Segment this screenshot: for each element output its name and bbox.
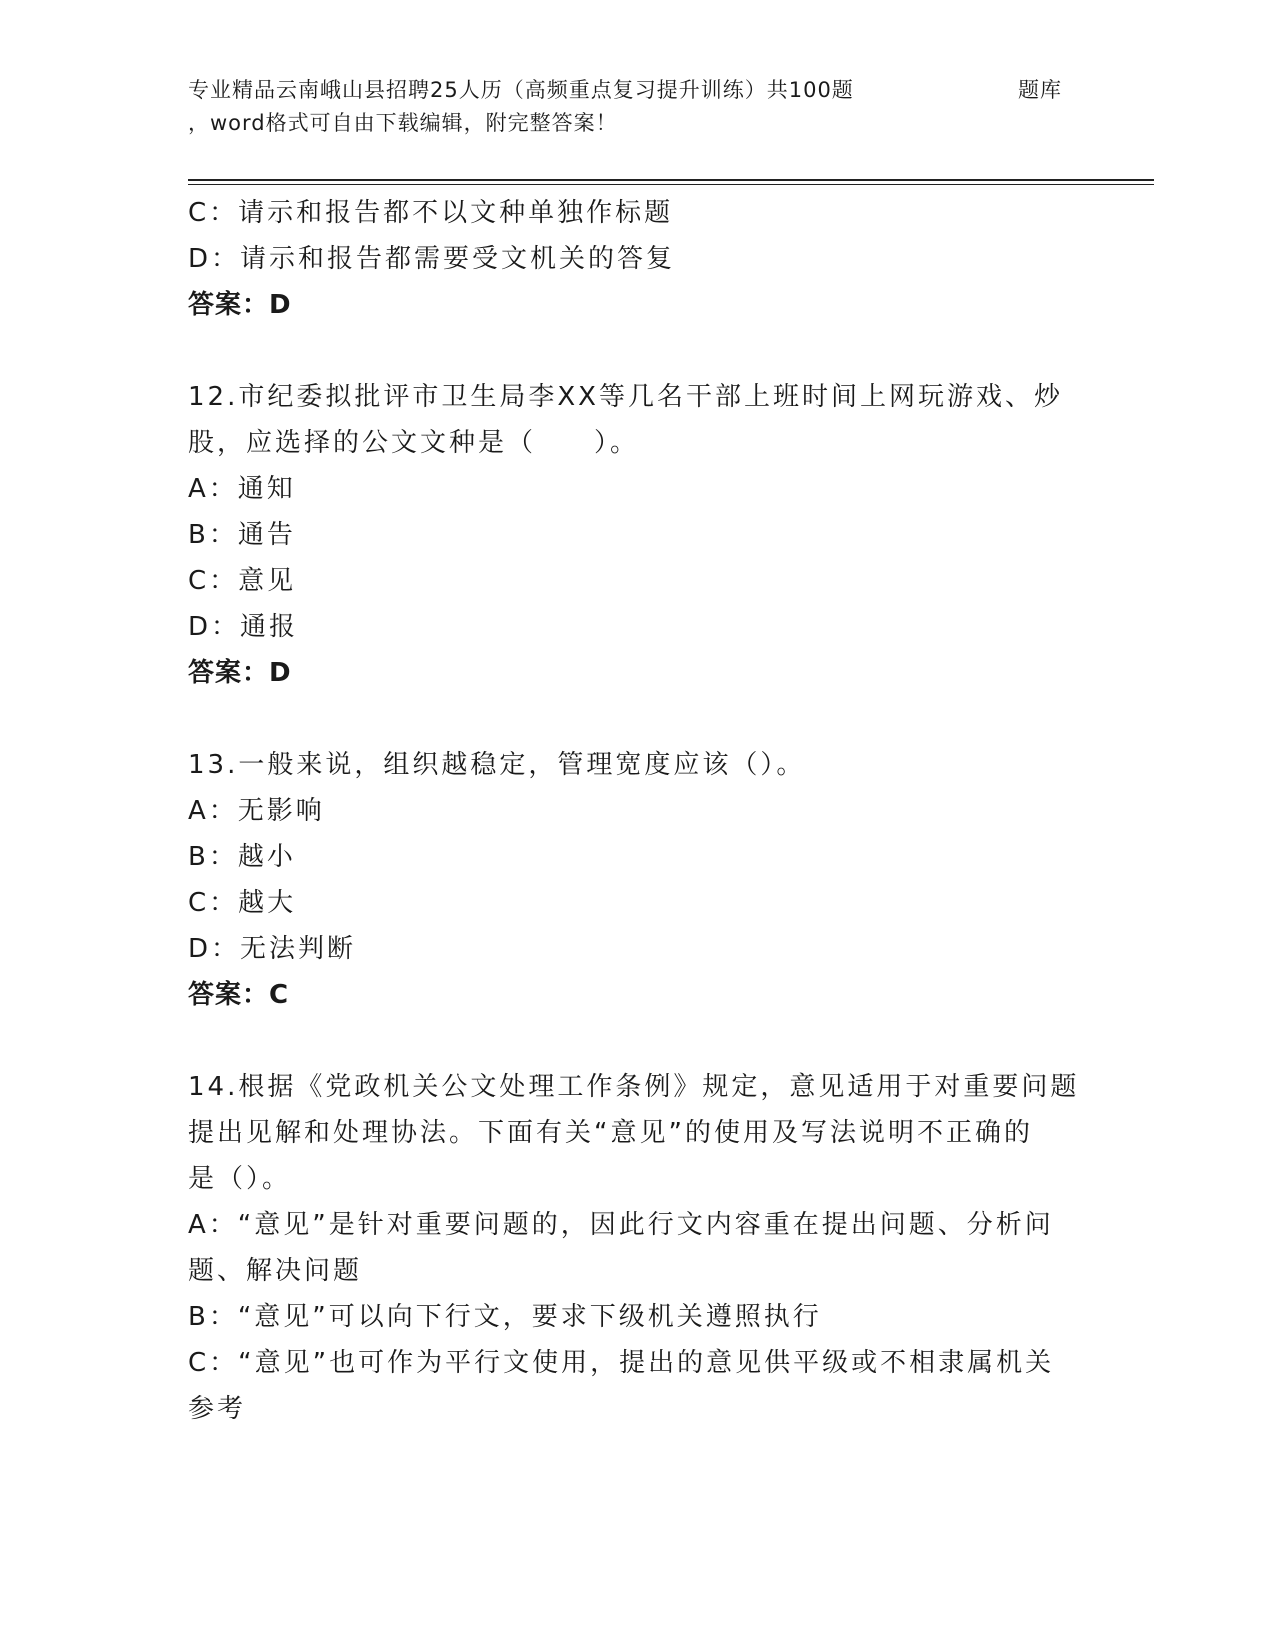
q14-option-c-line1: C：“意见”也可作为平行文使用，提出的意见供平级或不相隶属机关 [188, 1348, 1055, 1378]
header-divider-thick [188, 179, 1154, 181]
question-content [188, 190, 1080, 1432]
q14-option-c-line2: 参考 [188, 1394, 247, 1424]
q12-option-c: C：意见 [188, 566, 297, 596]
q12-option-b: B：通告 [188, 520, 296, 550]
q12-text-line2: 股，应选择的公文文种是（ ）。 [188, 428, 640, 458]
q13-option-c: C：越大 [188, 888, 297, 918]
question-14-block [188, 1064, 1080, 1432]
page-header [188, 74, 1068, 140]
question-13-block [188, 742, 1068, 1018]
q14-text-line2: 提出见解和处理协法。下面有关“意见”的使用及写法说明不正确的 [188, 1118, 1033, 1148]
q12-answer: 答案：D [188, 658, 292, 688]
prev-question-block [188, 190, 1068, 328]
prev-option-d: D：请示和报告都需要受文机关的答复 [188, 244, 676, 274]
spacer [188, 696, 1068, 742]
prev-answer: 答案：D [188, 290, 292, 320]
q13-option-d: D：无法判断 [188, 934, 357, 964]
q12-option-a: A：通知 [188, 474, 296, 504]
spacer [188, 1018, 1068, 1064]
header-title-line2: ，word格式可自由下载编辑，附完整答案！ [188, 111, 618, 135]
q14-option-b: B：“意见”可以向下行文，要求下级机关遵照执行 [188, 1302, 822, 1332]
header-tag: 题库 [1018, 78, 1062, 102]
q14-option-a-line2: 题、解决问题 [188, 1256, 363, 1286]
header-title-line1: 专业精品云南峨山县招聘25人历（高频重点复习提升训练）共100题 [188, 78, 854, 102]
q14-text-line1: 14.根据《党政机关公文处理工作条例》规定，意见适用于对重要问题 [188, 1072, 1080, 1102]
q12-text-line1: 12.市纪委拟批评市卫生局李XX等几名干部上班时间上网玩游戏、炒 [188, 382, 1063, 412]
spacer [188, 328, 1068, 374]
q14-text-line3: 是（）。 [188, 1164, 292, 1194]
q14-option-a-line1: A：“意见”是针对重要问题的，因此行文内容重在提出问题、分析问 [188, 1210, 1054, 1240]
q13-option-b: B：越小 [188, 842, 296, 872]
q13-answer: 答案：C [188, 980, 290, 1010]
question-12-block [188, 374, 1068, 696]
header-divider-thin [188, 184, 1154, 185]
q13-option-a: A：无影响 [188, 796, 325, 826]
q13-text-line1: 13.一般来说，组织越稳定，管理宽度应该（）。 [188, 750, 806, 780]
q12-option-d: D：通报 [188, 612, 299, 642]
prev-option-c: C：请示和报告都不以文种单独作标题 [188, 198, 674, 228]
